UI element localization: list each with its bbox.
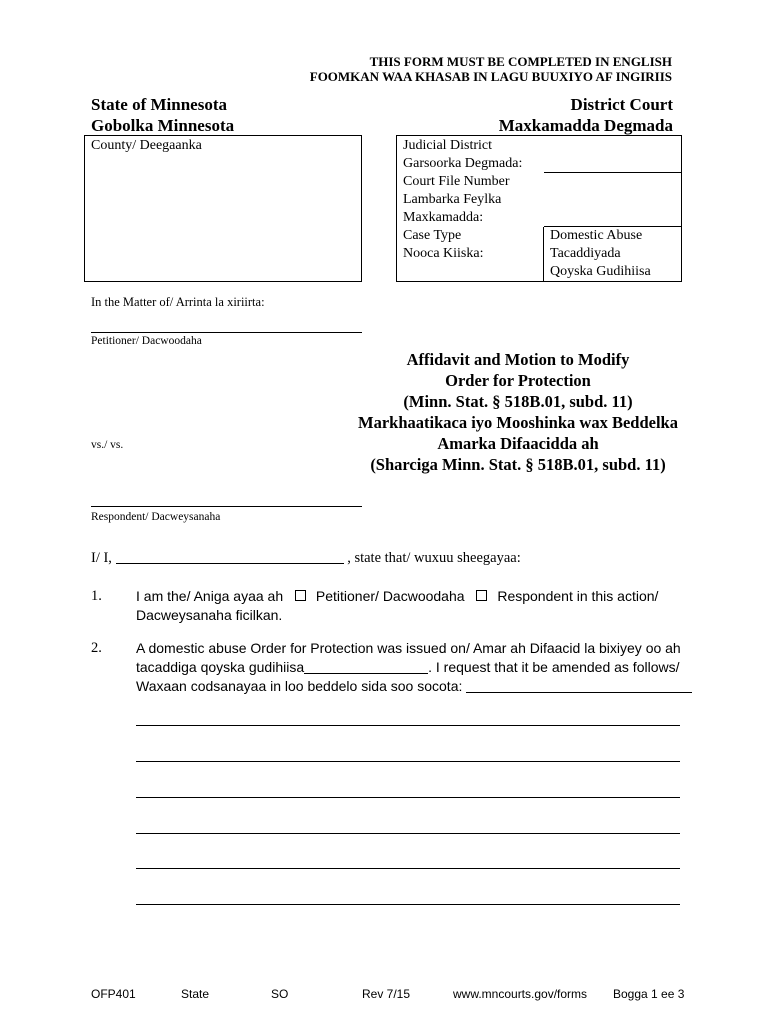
footer-form-id: OFP401 [91, 987, 136, 1001]
warning-somali: FOOMKAN WAA KHASAB IN LAGU BUUXIYO AF INGIRIIS [309, 69, 672, 84]
footer-url: www.mncourts.gov/forms [453, 987, 588, 1001]
case-type-value: Domestic Abuse Tacaddiyada Qoyska Gudihiisa [550, 228, 651, 279]
petitioner-label: Petitioner/ Dacwoodaha [91, 335, 202, 347]
item-1-lead: I am the/ Aniga ayaa ah [136, 588, 284, 604]
form-warning [310, 54, 672, 84]
statement-line [91, 550, 521, 567]
state-en: State of Minnesota [91, 95, 227, 114]
respondent-name-field[interactable] [91, 506, 362, 507]
affiant-name-field[interactable] [116, 563, 344, 564]
respondent-checkbox[interactable] [476, 590, 487, 601]
amendment-field-first[interactable] [466, 692, 692, 693]
court-en: District Court [570, 95, 673, 114]
in-matter-of-label: In the Matter of/ Arrinta la xiriirta: [91, 295, 265, 309]
petitioner-name-field[interactable] [91, 332, 362, 333]
judicial-district-label: Judicial District Garsoorka Degmada: [403, 138, 523, 171]
warning-english: THIS FORM MUST BE COMPLETED IN ENGLISH [369, 54, 672, 69]
item-2-line1: A domestic abuse Order for Protection was issued on/ Amar ah Difaacid la bixiyey oo ah [136, 640, 681, 656]
item-2-line2a: tacaddiga qoyska gudihiisa [136, 659, 305, 675]
footer-language: SO [271, 987, 289, 1001]
footer-state: State [181, 987, 210, 1001]
statement-prefix: I/ I, [91, 550, 112, 566]
footer-page-number: Bogga 1 ee 3 [613, 987, 685, 1001]
item-2-number: 2. [91, 640, 102, 656]
court-file-number-label: Court File Number Lambarka Feylka Maxkamadda: [403, 174, 510, 225]
county-label: County/ Deegaanka [91, 138, 202, 153]
amendment-line[interactable] [136, 797, 680, 798]
court-heading [499, 94, 673, 136]
vs-label: vs./ vs. [91, 439, 124, 451]
case-type-label: Case Type Nooca Kiiska: [403, 228, 484, 261]
item-1 [136, 587, 658, 625]
respondent-option-label: Respondent in this action/ [497, 588, 659, 604]
petitioner-checkbox[interactable] [295, 590, 306, 601]
petitioner-option-label: Petitioner/ Dacwoodaha [315, 588, 465, 604]
state-so: Gobolka Minnesota [91, 116, 235, 135]
item-2-line3: Waxaan codsanayaa in loo beddelo sida soo socota: [136, 678, 463, 694]
court-info-box [396, 135, 682, 282]
footer-revision: Rev 7/15 [362, 987, 411, 1001]
amendment-line[interactable] [136, 868, 680, 869]
item-1-line2: Dacweysanaha ficilkan. [136, 607, 283, 623]
county-box[interactable] [84, 135, 362, 282]
item-2 [136, 639, 692, 696]
case-type-divider [543, 227, 544, 281]
item-1-number: 1. [91, 588, 102, 604]
judicial-district-field[interactable] [544, 172, 681, 173]
statement-suffix: , state that/ wuxuu sheegayaa: [347, 550, 521, 566]
item-2-line2b: . I request that it be amended as follows/ [428, 659, 680, 675]
amendment-line[interactable] [136, 761, 680, 762]
amendment-line[interactable] [136, 904, 680, 905]
amendment-line[interactable] [136, 833, 680, 834]
amendment-line[interactable] [136, 725, 680, 726]
state-heading [91, 94, 234, 136]
court-so: Maxkamadda Degmada [498, 116, 673, 135]
order-issued-date-field[interactable] [304, 673, 428, 674]
form-title: Affidavit and Motion to Modify Order for Protection (Minn. Stat. § 518B.01, subd. 11) Markhaatikaca iyo Mooshinka wax Beddelka Amarka Difaacidda ah (Sharciga Minn. Stat. § 518B.01, subd. 11) [358, 350, 678, 474]
respondent-label: Respondent/ Dacweysanaha [91, 511, 221, 523]
